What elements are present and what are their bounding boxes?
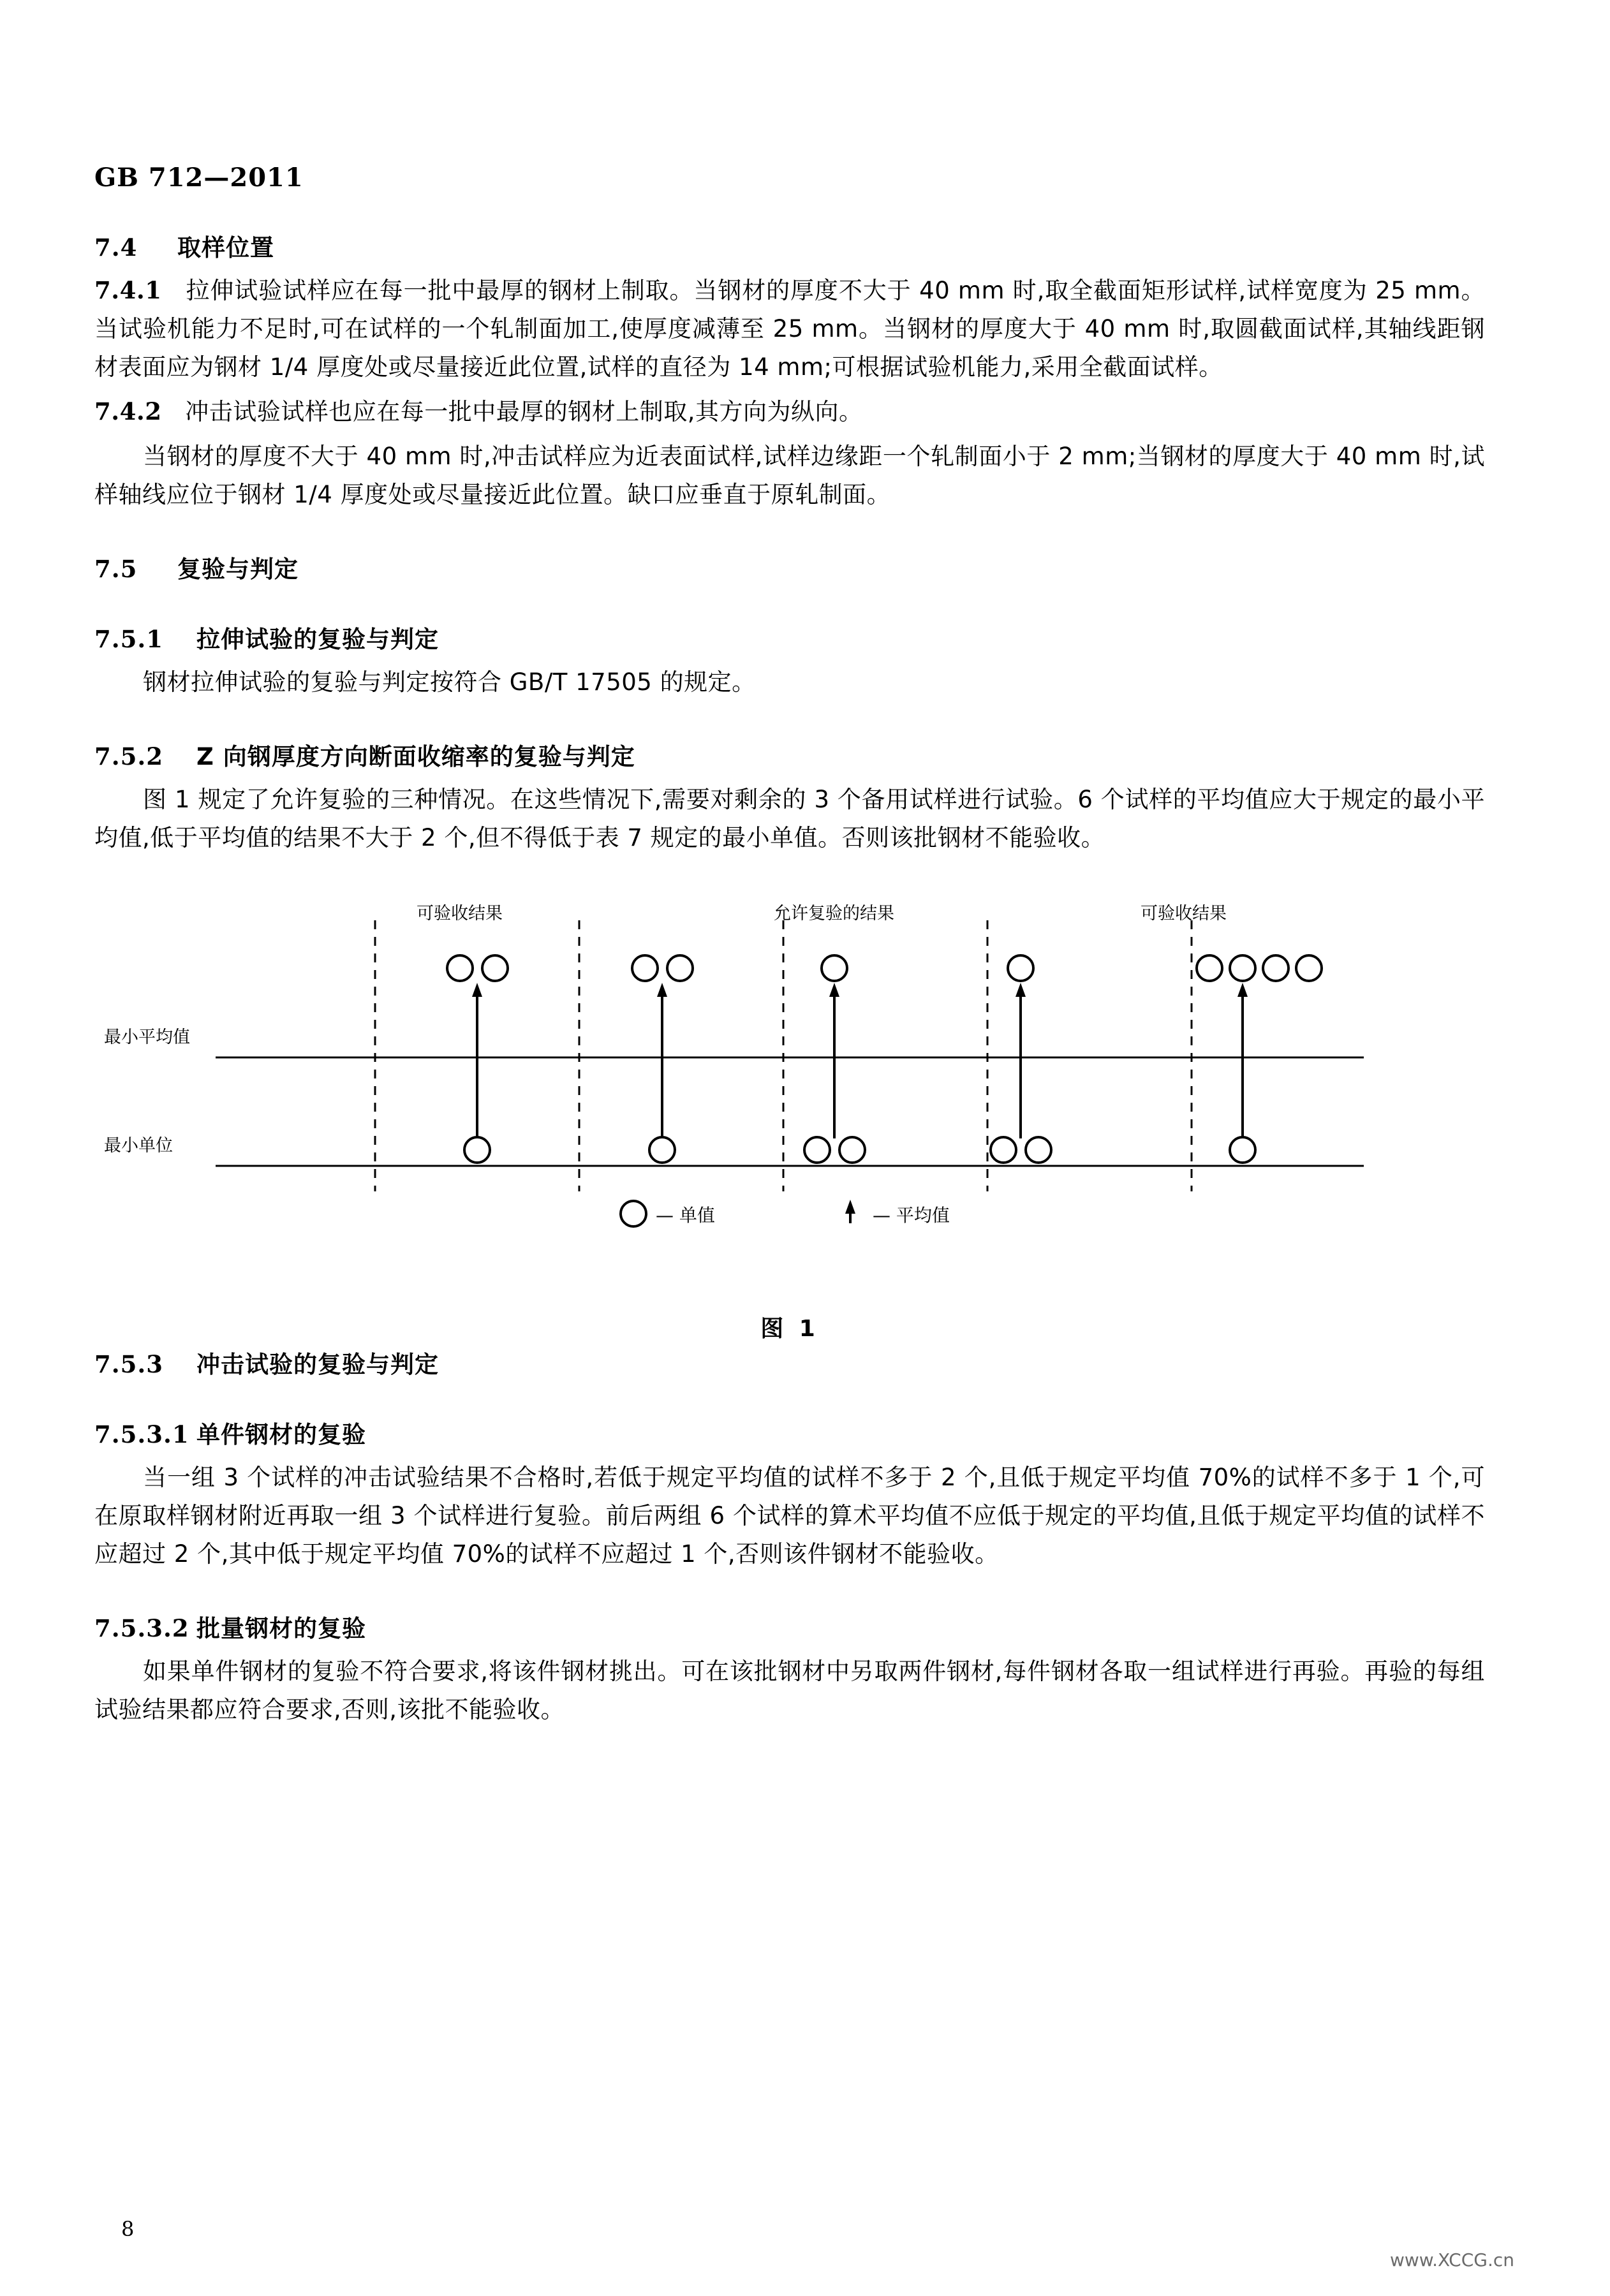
figure-1 [94,901,1485,1343]
paragraph-number: 7.4.2 [94,397,162,425]
clause-title: 拉伸试验的复验与判定 [196,625,439,653]
paragraph-7-5-3-2-body [94,1652,1485,1729]
figure-legend-single: — 单值 [656,1205,715,1226]
clause-number: 7.5.3 [94,1350,163,1379]
clause-number: 7.5.3.2 [94,1614,189,1643]
clause-heading-7-5-1 [94,620,1485,654]
page-content [94,0,1485,1730]
paragraph-7-5-1-body [94,663,1485,702]
figure-label-mean: 最小平均值 [104,1027,190,1048]
paragraph-number: 7.4.1 [94,276,162,304]
paragraph-text: 当一组 3 个试样的冲击试验结果不合格时,若低于规定平均值的试样不多于 2 个,且低于规定平均值 70%的试样不多于 1 个,可在原取样钢材附近再取一组 3 个试样进行复验。前后两组 6 个试样的算术平均值不应低于规定的平均值,且低于规定平均值的试样不应超过 2 个,其中低于规定平均值 70%的试样不应超过 1 个,否则该件钢材不能验收。 [94,1464,1485,1568]
clause-heading-7-5-2 [94,737,1485,772]
paragraph-7-4-2-cont [94,438,1485,514]
paragraph-7-5-2-body [94,781,1485,857]
clause-title: 取样位置 [177,234,274,261]
clause-title: Z 向钢厚度方向断面收缩率的复验与判定 [196,742,635,770]
watermark: www.XCCG.cn [1389,2249,1514,2270]
paragraph-text: 如果单件钢材的复验不符合要求,将该件钢材挑出。可在该批钢材中另取两件钢材,每件钢材各取一组试样进行再验。再验的每组试验结果都应符合要求,否则,该批不能验收。 [94,1658,1485,1724]
figure-col-header-3: 可验收结果 [1141,904,1227,924]
clause-title: 复验与判定 [177,555,299,583]
clause-heading-7-5-3-1 [94,1415,1485,1450]
standard-code-header: GB 712—2011 [94,163,304,193]
paragraph-text: 冲击试验试样也应在每一批中最厚的钢材上制取,其方向为纵向。 [185,397,863,425]
clause-heading-7-5-3-2 [94,1609,1485,1644]
paragraph-text: 拉伸试验试样应在每一批中最厚的钢材上制取。当钢材的厚度不大于 40 mm 时,取全截面矩形试样,试样宽度为 25 mm。当试验机能力不足时,可在试样的一个轧制面加工,使厚度减薄至 25 mm。当钢材的厚度大于 40 mm 时,取圆截面试样,其轴线距钢材表面应为钢材 1/4 厚度处或尽量接近此位置,试样的直径为 14 mm;可根据试验机能力,采用全截面试样。 [94,277,1485,381]
clause-heading-7-5 [94,550,1485,584]
paragraph-7-5-3-1-body [94,1459,1485,1573]
clause-number: 7.4 [94,233,138,261]
clause-number: 7.5.3.1 [94,1420,189,1449]
figure-legend-mean: — 平均值 [873,1205,950,1226]
clause-heading-7-5-3 [94,1345,1485,1380]
clause-heading-7-4 [94,228,1485,263]
figure-1-graphic [94,901,1485,1297]
paragraph-text: 钢材拉伸试验的复验与判定按符合 GB/T 17505 的规定。 [143,668,756,696]
clause-number: 7.5.2 [94,742,163,770]
figure-col-header-1: 可验收结果 [417,904,503,924]
clause-number: 7.5 [94,554,138,583]
paragraph-text: 图 1 规定了允许复验的三种情况。在这些情况下,需要对剩余的 3 个备用试样进行试验。6 个试样的平均值应大于规定的最小平均值,低于平均值的结果不大于 2 个,但不得低于表 7 规定的最小单值。否则该批钢材不能验收。 [94,785,1485,851]
paragraph-7-4-1 [94,272,1485,386]
page-number: 8 [121,2217,135,2241]
clause-number: 7.5.1 [94,624,163,653]
clause-title: 批量钢材的复验 [196,1615,366,1643]
clause-title: 单件钢材的复验 [196,1421,366,1449]
clause-title: 冲击试验的复验与判定 [196,1351,439,1379]
paragraph-text: 当钢材的厚度不大于 40 mm 时,冲击试样应为近表面试样,试样边缘距一个轧制面小于 2 mm;当钢材的厚度大于 40 mm 时,试样轴线应位于钢材 1/4 厚度处或尽量接近此位置。缺口应垂直于原轧制面。 [94,442,1485,508]
figure-caption: 图 1 [760,1316,819,1343]
figure-label-single: 最小单位 [104,1136,173,1156]
figure-col-header-2: 允许复验的结果 [774,904,894,924]
paragraph-7-4-2 [94,393,1485,431]
